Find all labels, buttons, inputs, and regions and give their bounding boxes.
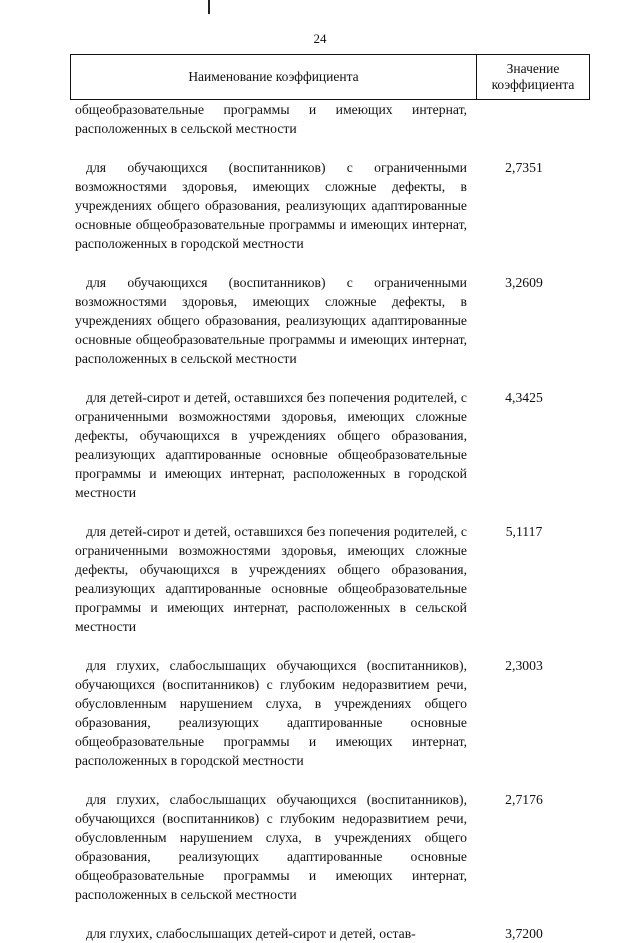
- table-row: [75, 273, 581, 368]
- coefficient-table-header: [70, 54, 590, 100]
- row-value: 4,3425: [505, 390, 543, 405]
- row-value: [467, 100, 581, 138]
- scan-mark: [208, 0, 210, 14]
- row-description: для обучающихся (воспитанников) с ограниченными возможностями здоровья, имеющих сложные дефекты, в учреждениях общего образования, реализующих адаптированные основные общеобразовательные программы и имеющих интернат, расположенных в сельской местности: [75, 275, 467, 366]
- table-row: [75, 158, 581, 253]
- page-number: 24: [313, 31, 327, 46]
- table-row: [75, 100, 581, 138]
- table-row: [75, 522, 581, 636]
- row-value: 2,3003: [505, 658, 543, 673]
- header-coefficient-name: Наименование коэффициента: [71, 55, 477, 100]
- coefficient-table-body: [75, 100, 581, 943]
- header-coefficient-value: Значение коэффициента: [477, 55, 590, 100]
- row-value: 3,2609: [505, 275, 543, 290]
- row-description: для глухих, слабослышащих обучающихся (воспитанников), обучающихся (воспитанников) с глубоким недоразвитием речи, обусловленным нарушением слуха, в учреждениях общего образования, реализующих адаптированные основные общеобразовательные программы и имеющих интернат, расположенных в городской местности: [75, 658, 467, 768]
- row-value: 3,7200: [505, 926, 543, 941]
- row-value: 2,7351: [505, 160, 543, 175]
- row-value: 2,7176: [505, 792, 543, 807]
- table-row: [75, 656, 581, 770]
- row-description: для обучающихся (воспитанников) с ограниченными возможностями здоровья, имеющих сложные дефекты, в учреждениях общего образования, реализующих адаптированные основные общеобразовательные программы и имеющих интернат, расположенных в городской местности: [75, 160, 467, 251]
- row-value: 5,1117: [505, 524, 543, 539]
- row-description: общеобразовательные программы и имеющих интернат, расположенных в сельской местности: [75, 102, 467, 136]
- table-row: [75, 790, 581, 904]
- table-row: [75, 388, 581, 502]
- row-description: для глухих, слабослышащих обучающихся (воспитанников), обучающихся (воспитанников) с глубоким недоразвитием речи, обусловленным нарушением слуха, в учреждениях общего образования, реализующих адаптированные основные общеобразовательные программы и имеющих интернат, расположенных в сельской местности: [75, 792, 467, 902]
- row-description: для детей-сирот и детей, оставшихся без попечения родителей, с ограниченными возможностями здоровья, имеющих сложные дефекты, обучающихся в учреждениях общего образования, реализующих адаптированные основные общеобразовательные программы и имеющих интернат, расположенных в городской местности: [75, 390, 467, 500]
- row-description: для детей-сирот и детей, оставшихся без попечения родителей, с ограниченными возможностями здоровья, имеющих сложные дефекты, обучающихся в учреждениях общего образования, реализующих адаптированные основные общеобразовательные программы и имеющих интернат, расположенных в сельской местности: [75, 524, 467, 634]
- table-row: [75, 924, 581, 943]
- row-description: для глухих, слабослышащих детей-сирот и детей, остав-: [86, 926, 416, 941]
